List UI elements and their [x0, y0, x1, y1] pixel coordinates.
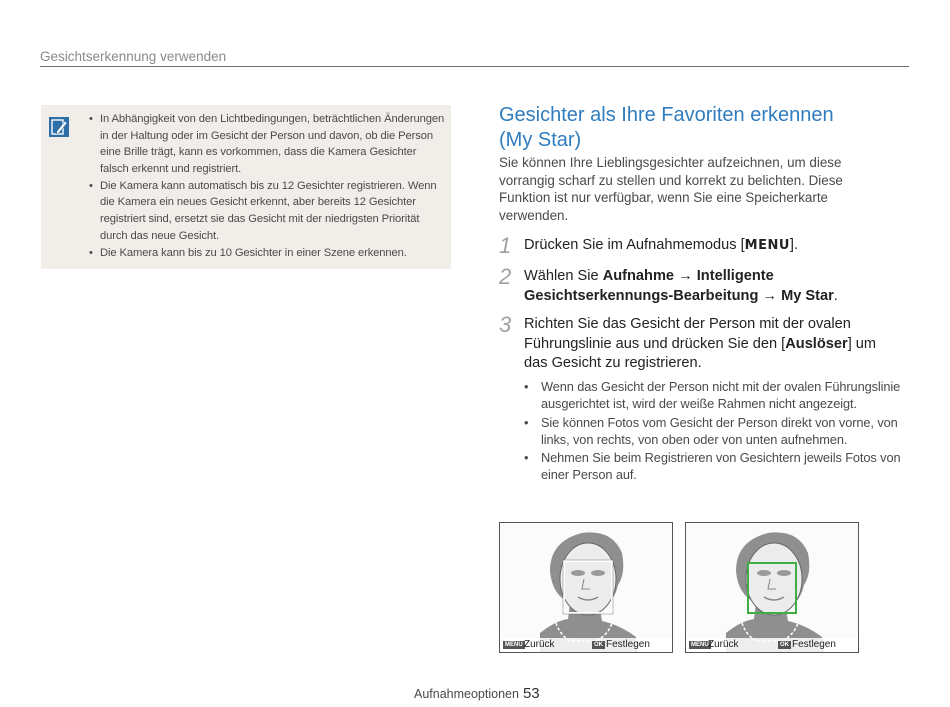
footer-label: Aufnahmeoptionen: [414, 687, 519, 701]
menu-key-icon: MENU: [505, 642, 523, 648]
step-number: 2: [499, 264, 512, 289]
back-label: Zurück: [524, 639, 555, 650]
step-text-post: ] um das Gesicht zu registrieren.: [524, 335, 877, 372]
menu-path-aufnahme: Aufnahme: [602, 268, 675, 284]
step-text: [524, 315, 899, 374]
step-number: 1: [499, 233, 512, 258]
header-divider: [40, 66, 909, 67]
note-pencil-icon: [48, 116, 70, 138]
note-list: [100, 111, 445, 262]
step-number: 3: [499, 312, 512, 337]
list-item: • Sie können Fotos vom Gesicht der Person direkt von vorne, von links, von rechts, von oben oder von unten aufnehmen.: [522, 414, 902, 449]
screen-softkey-bar: [686, 638, 858, 652]
menu-path-face-edit: Intelligente Gesichtserkennungs-Bearbeitung: [524, 268, 774, 304]
face-silhouette-illustration: [686, 523, 858, 652]
arrow-icon: →: [758, 287, 782, 304]
note-item: • Die Kamera kann automatisch bis zu 12 Gesichter registrieren. Wenn die Kamera ein neues Gesicht erkennt, aber bereits 12 Gesichter registriert sind, ersetzt sie das Gesicht mit der niedrigsten Priorität durch das neue Gesicht.: [100, 178, 445, 244]
ok-key-icon: OK: [594, 642, 603, 648]
menu-path-my-star: My Star: [781, 287, 834, 304]
menu-key-icon: MENU: [691, 642, 709, 648]
camera-screen-2: [685, 522, 859, 653]
step-text: [524, 267, 899, 306]
section-title: [499, 103, 909, 153]
step-text-post: ].: [789, 237, 799, 253]
step-text-post: .: [833, 287, 838, 304]
section-title-line1: Gesichter als Ihre Favoriten erkennen: [499, 104, 834, 126]
step-text-pre: Wählen Sie: [524, 268, 603, 284]
set-label: Festlegen: [606, 639, 650, 650]
step-text-pre: Drücken Sie im Aufnahmemodus [: [524, 237, 745, 253]
note-item: • In Abhängigkeit von den Lichtbedingungen, beträchtlichen Änderungen in der Haltung oder im Gesicht der Person und davon, ob die Person eine Brille trägt, kann es vorkommen, dass die Kamera Gesichter falsch erkennt und registriert.: [100, 111, 445, 177]
back-label: Zurück: [708, 639, 739, 650]
section-title-line2: (My Star): [499, 129, 582, 151]
arrow-icon: →: [674, 268, 697, 284]
screen-softkey-bar: [500, 638, 672, 652]
list-item: • Wenn das Gesicht der Person nicht mit der ovalen Führungslinie ausgerichtet ist, wird der weiße Rahmen nicht angezeigt.: [522, 378, 902, 413]
menu-key-label: MENU: [744, 238, 790, 253]
step-text: [524, 236, 899, 256]
list-item: • Nehmen Sie beim Registrieren von Gesichtern jeweils Fotos von einer Person auf.: [522, 449, 902, 484]
shutter-key-label: Auslöser: [785, 335, 848, 352]
note-item: • Die Kamera kann bis zu 10 Gesichter in einer Szene erkennen.: [100, 245, 445, 262]
page-footer: [414, 685, 540, 702]
set-label: Festlegen: [792, 639, 836, 650]
step-text-pre: Richten Sie das Gesicht der Person mit der ovalen Führungslinie aus und drücken Sie den [: [524, 316, 851, 352]
ok-key-icon: OK: [780, 642, 789, 648]
section-intro: Sie können Ihre Lieblingsgesichter aufzeichnen, um diese vorrangig scharf zu stellen und korrekt zu belichten. Diese Funktion ist nur verfügbar, wenn Sie eine Speicherkarte verwenden.: [499, 155, 843, 223]
page-header-title: Gesichtserkennung verwenden: [40, 49, 227, 64]
step-3-sub-list: [522, 378, 902, 485]
page-number: 53: [522, 685, 540, 702]
face-silhouette-illustration: [500, 523, 672, 652]
camera-screen-1: [499, 522, 673, 653]
